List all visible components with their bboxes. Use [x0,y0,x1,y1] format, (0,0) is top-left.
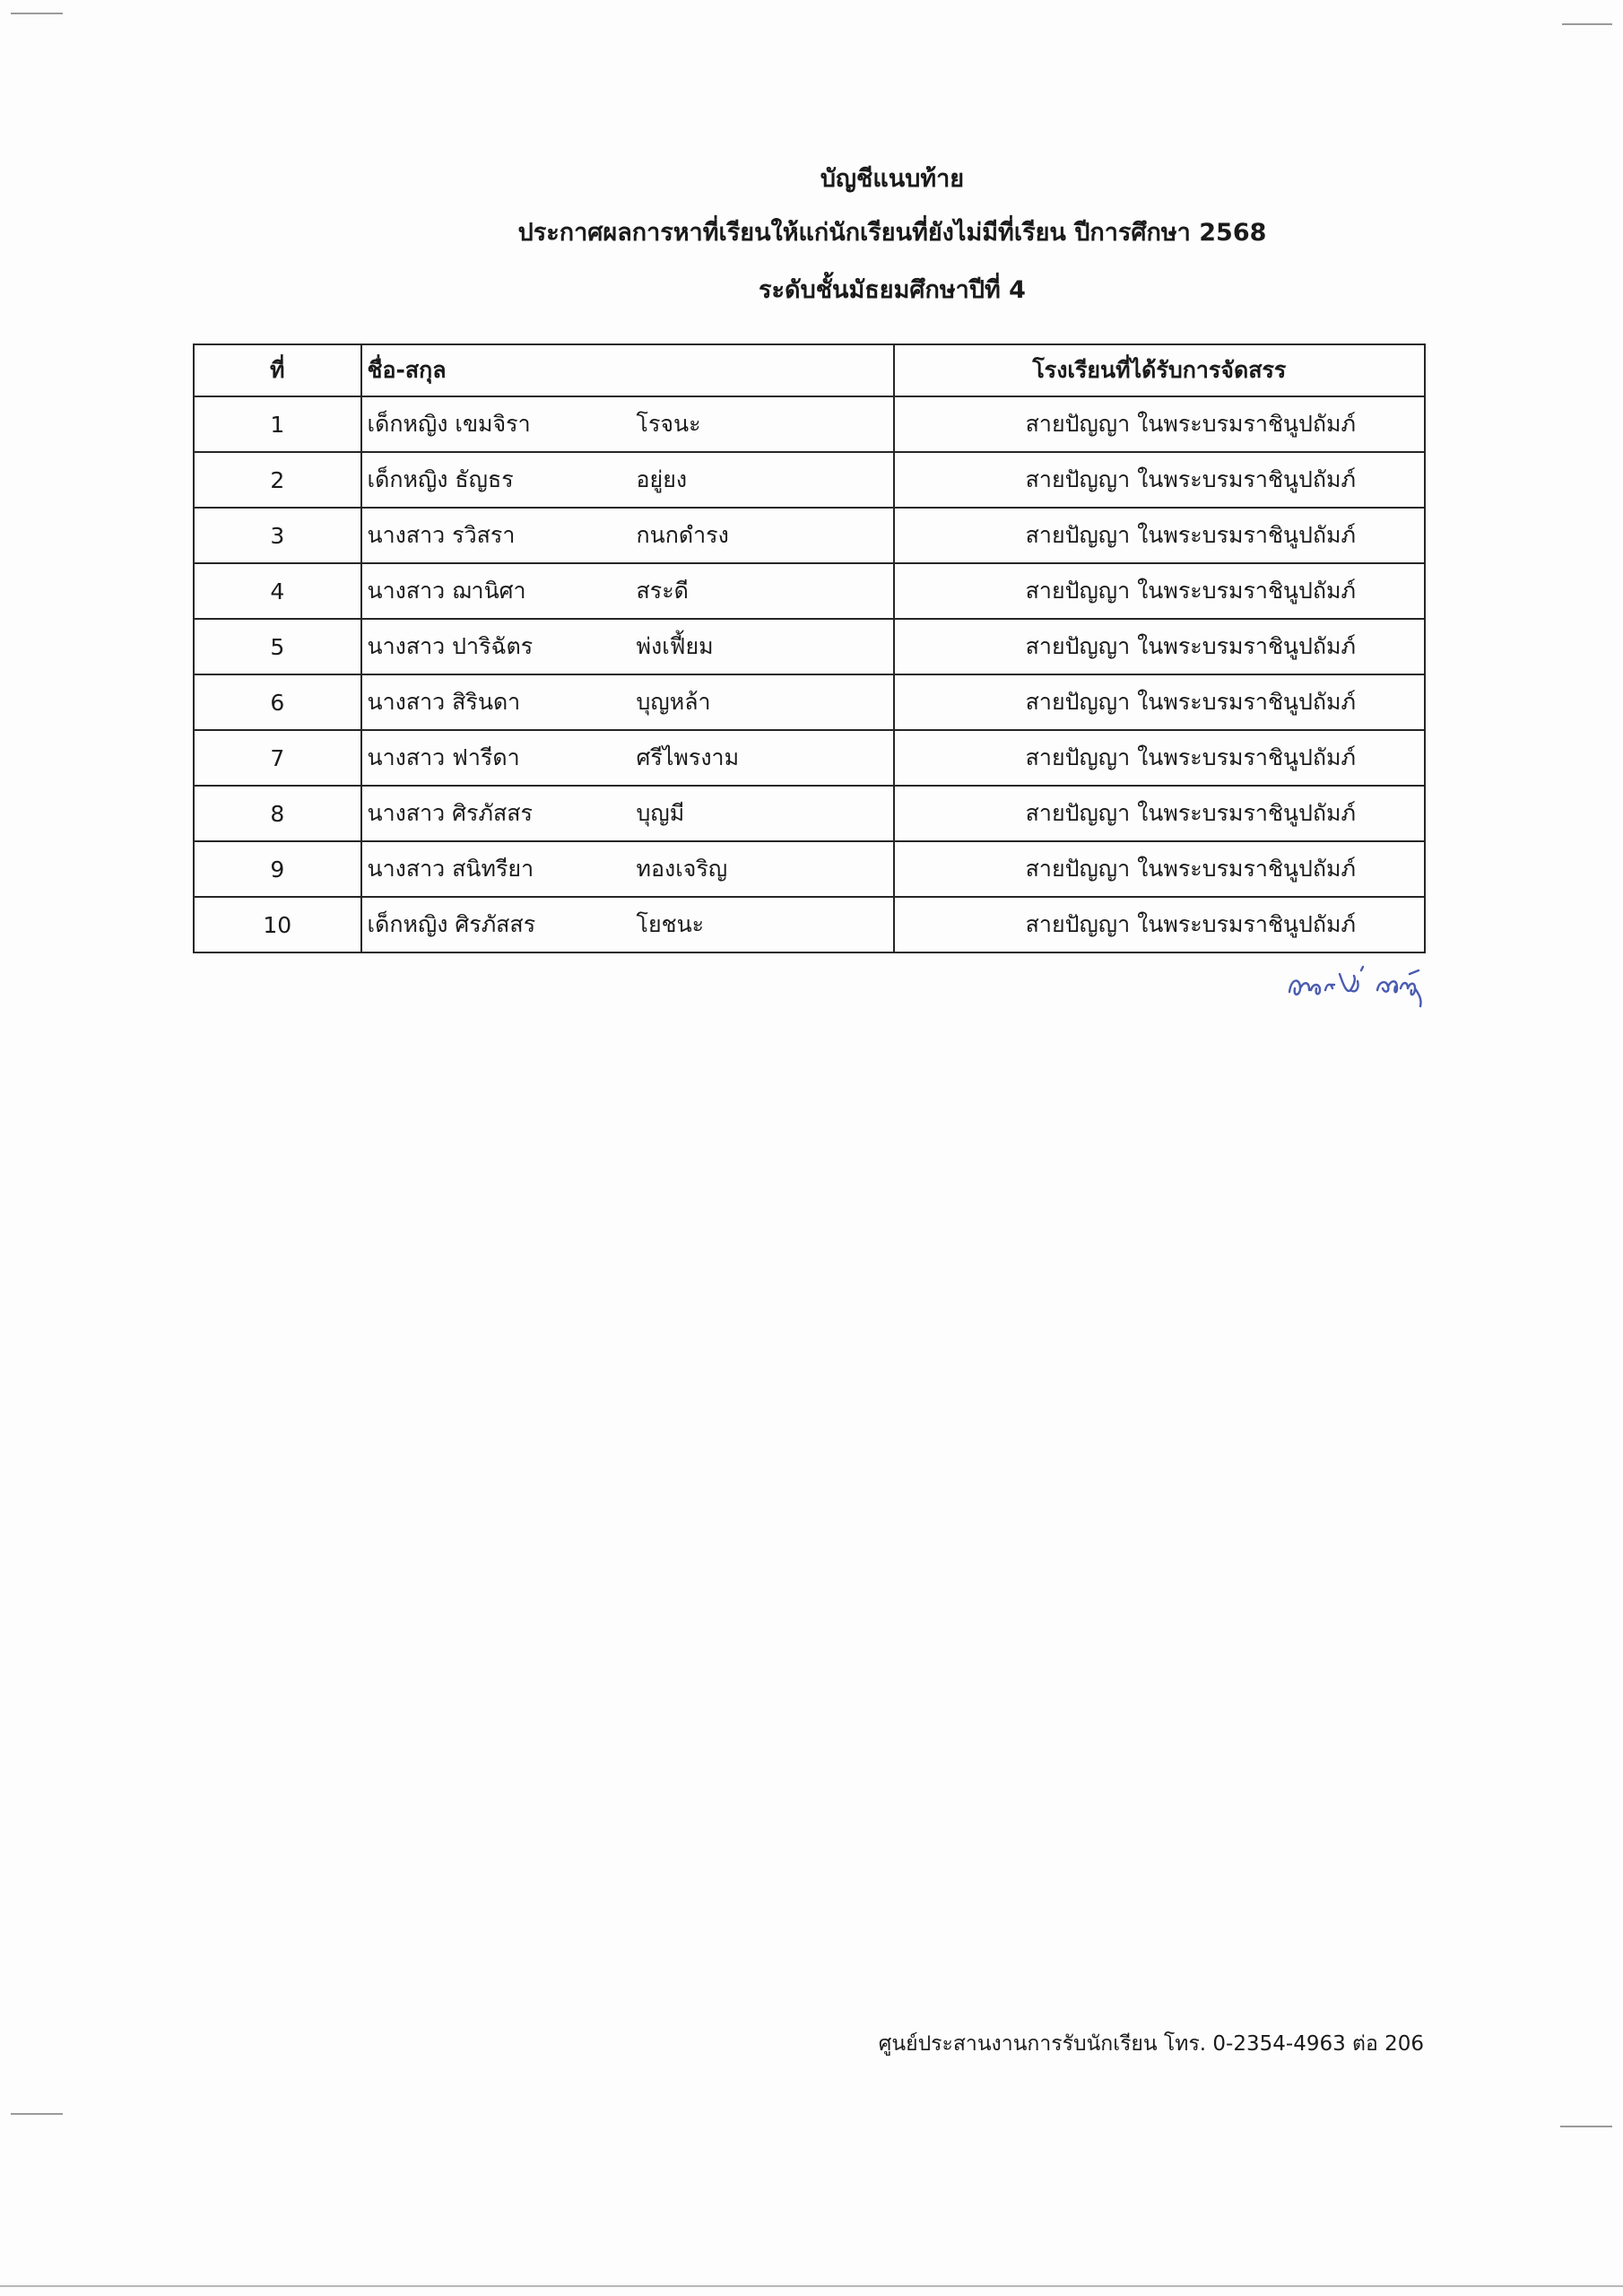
table-row [194,786,1425,841]
row-no: 4 [194,563,361,619]
row-school [894,563,1425,619]
row-school [894,841,1425,897]
row-name [361,563,894,619]
row-name [361,730,894,786]
row-name [361,619,894,674]
school-name: สายปัญญา ในพระบรมราชินูปถัมภ์ [1025,578,1356,604]
row-no: 1 [194,396,361,452]
first-name: นางสาว รวิสรา [367,522,516,548]
table-row [194,841,1425,897]
row-no: 3 [194,508,361,563]
row-no: 8 [194,786,361,841]
row-name [361,841,894,897]
scan-mark-bottom-right [1560,2126,1612,2127]
scan-mark-top-left [11,13,63,14]
row-school [894,674,1425,730]
last-name: บุญมี [636,800,685,826]
scan-edge-bottom [0,2285,1623,2287]
handwritten-signature [1284,958,1436,1012]
row-school [894,508,1425,563]
table-row [194,508,1425,563]
first-name: นางสาว ปาริฉัตร [367,633,534,659]
first-name: นางสาว ฌานิศา [367,578,526,604]
first-name: นางสาว ศิรภัสสร [367,800,533,826]
row-school [894,897,1425,952]
last-name: พ่งเฟี้ยม [636,633,714,659]
header-school: โรงเรียนที่ได้รับการจัดสรร [894,344,1425,396]
row-school [894,396,1425,452]
table-row [194,897,1425,952]
table-row [194,730,1425,786]
row-no: 6 [194,674,361,730]
last-name: กนกดำรง [636,522,729,548]
row-name [361,508,894,563]
school-name: สายปัญญา ในพระบรมราชินูปถัมภ์ [1025,911,1356,937]
school-name: สายปัญญา ในพระบรมราชินูปถัมภ์ [1025,800,1356,826]
table-header-row [194,344,1425,396]
last-name: ทองเจริญ [636,856,728,882]
first-name: นางสาว ฟารีดา [367,744,520,770]
table-row [194,619,1425,674]
table-row [194,452,1425,508]
row-name [361,396,894,452]
first-name: เด็กหญิง ธัญธร [367,466,514,492]
school-name: สายปัญญา ในพระบรมราชินูปถัมภ์ [1025,744,1356,770]
document-subtitle: ประกาศผลการหาที่เรียนให้แก่นักเรียนที่ยังไม่มีที่เรียน ปีการศึกษา 2568 [517,219,1267,247]
row-no: 2 [194,452,361,508]
row-school [894,619,1425,674]
row-name [361,674,894,730]
scan-mark-top-right [1562,23,1612,25]
last-name: โยชนะ [636,911,705,937]
last-name: อยู่ยง [636,466,688,492]
last-name: บุญหล้า [636,689,711,715]
row-school [894,730,1425,786]
row-no: 7 [194,730,361,786]
last-name: ศรีไพรงาม [636,744,740,770]
row-no: 10 [194,897,361,952]
header-no: ที่ [194,344,361,396]
row-name [361,452,894,508]
school-name: สายปัญญา ในพระบรมราชินูปถัมภ์ [1025,633,1356,659]
row-school [894,452,1425,508]
table-body [194,396,1425,952]
first-name: เด็กหญิง ศิรภัสสร [367,911,536,937]
allocation-table [193,344,1426,953]
last-name: โรจนะ [636,411,701,437]
school-name: สายปัญญา ในพระบรมราชินูปถัมภ์ [1025,689,1356,715]
school-name: สายปัญญา ในพระบรมราชินูปถัมภ์ [1025,411,1356,437]
first-name: นางสาว สนิทรียา [367,856,534,882]
document-title: บัญชีแนบท้าย [820,165,965,193]
school-name: สายปัญญา ในพระบรมราชินูปถัมภ์ [1025,522,1356,548]
document-level: ระดับชั้นมัธยมศึกษาปีที่ 4 [759,276,1026,304]
row-no: 9 [194,841,361,897]
first-name: นางสาว สิรินดา [367,689,521,715]
footer-contact: ศูนย์ประสานงานการรับนักเรียน โทร. 0-2354-4963 ต่อ 206 [878,2032,1424,2056]
table-row [194,396,1425,452]
last-name: สระดี [636,578,689,604]
row-name [361,786,894,841]
school-name: สายปัญญา ในพระบรมราชินูปถัมภ์ [1025,466,1356,492]
school-name: สายปัญญา ในพระบรมราชินูปถัมภ์ [1025,856,1356,882]
table-row [194,674,1425,730]
first-name: เด็กหญิง เขมจิรา [367,411,531,437]
row-no: 5 [194,619,361,674]
scan-mark-bottom-left [11,2113,63,2115]
row-school [894,786,1425,841]
header-name: ชื่อ-สกุล [361,344,894,396]
table-row [194,563,1425,619]
row-name [361,897,894,952]
